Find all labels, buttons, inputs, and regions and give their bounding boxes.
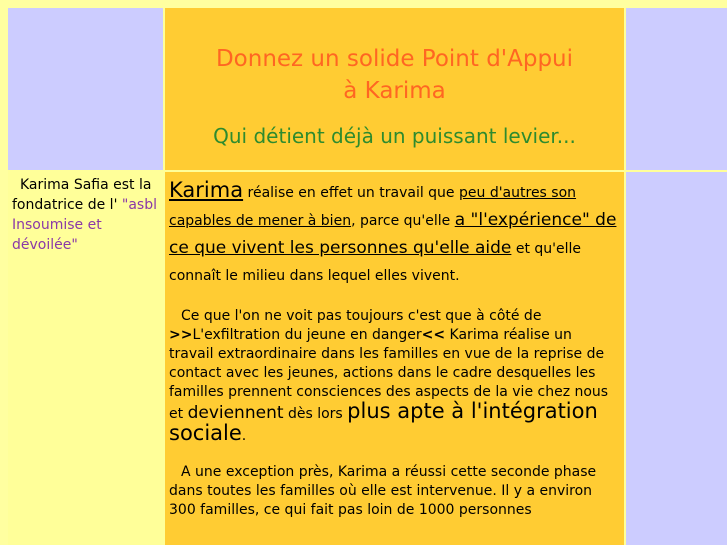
p2-text-4: dès lors bbox=[283, 406, 348, 422]
karima-name: Karima bbox=[169, 178, 244, 202]
title-line-1: Donnez un solide Point d'Appui bbox=[215, 46, 574, 72]
p1-underline-2: a "l'expérience" de ce que vivent les personnes qu'elle aide bbox=[169, 210, 617, 258]
paragraph-1 bbox=[169, 177, 620, 290]
right-header-cell bbox=[626, 8, 727, 170]
p1-text-3: et qu'elle connaît le milieu dans lequel elles vivent. bbox=[169, 241, 582, 284]
p2-text-5: . bbox=[241, 428, 247, 444]
association-link[interactable]: "asbl Insoumise et dévoilée" bbox=[12, 197, 157, 253]
p2-text-1: Ce que l'on ne voit pas toujours c'est que à côté de bbox=[181, 308, 542, 324]
sidebar-text bbox=[8, 172, 163, 255]
p2-text-3: Karima réalise un travail extraordinaire dans les familles en vue de la reprise de contact avec les jeunes, actions dans le cadre desquelles les familles prennent consciences des aspects de la vie chez nous et bbox=[169, 327, 609, 422]
right-sidebar bbox=[626, 172, 727, 545]
title-line-2: à Karima bbox=[343, 78, 446, 104]
p2-emphasis-1: deviennent bbox=[187, 403, 284, 423]
paragraph-3 bbox=[169, 463, 620, 520]
page-layout bbox=[8, 8, 727, 545]
p2-text-2: L'exfiltration du jeune en danger bbox=[192, 327, 422, 343]
p2-emphasis-2: plus apte à l'intégration sociale bbox=[169, 399, 598, 445]
header-cell bbox=[165, 8, 624, 170]
left-header-cell bbox=[8, 8, 163, 170]
page-title bbox=[165, 43, 624, 107]
p1-text-1: réalise en effet un travail que bbox=[243, 185, 459, 201]
paragraph-2 bbox=[169, 307, 620, 446]
p2-marker-close: << bbox=[421, 327, 446, 343]
page-subtitle: Qui détient déjà un puissant levier... bbox=[213, 124, 576, 148]
sidebar bbox=[8, 172, 163, 545]
p1-text-2: , parce qu'elle bbox=[351, 213, 455, 229]
p2-marker-open: >> bbox=[169, 327, 193, 343]
p3-text: A une exception près, Karima a réussi cette seconde phase dans toutes les familles où elle est intervenue. Il y a environ 300 familles, ce qui fait pas loin de 1000 personnes bbox=[169, 464, 597, 518]
main-content bbox=[165, 172, 624, 545]
sidebar-intro: Karima Safia est la fondatrice de l' bbox=[12, 177, 152, 213]
article-body bbox=[165, 172, 624, 520]
p1-underline-1: peu d'autres son capables de mener à bien bbox=[169, 185, 577, 229]
